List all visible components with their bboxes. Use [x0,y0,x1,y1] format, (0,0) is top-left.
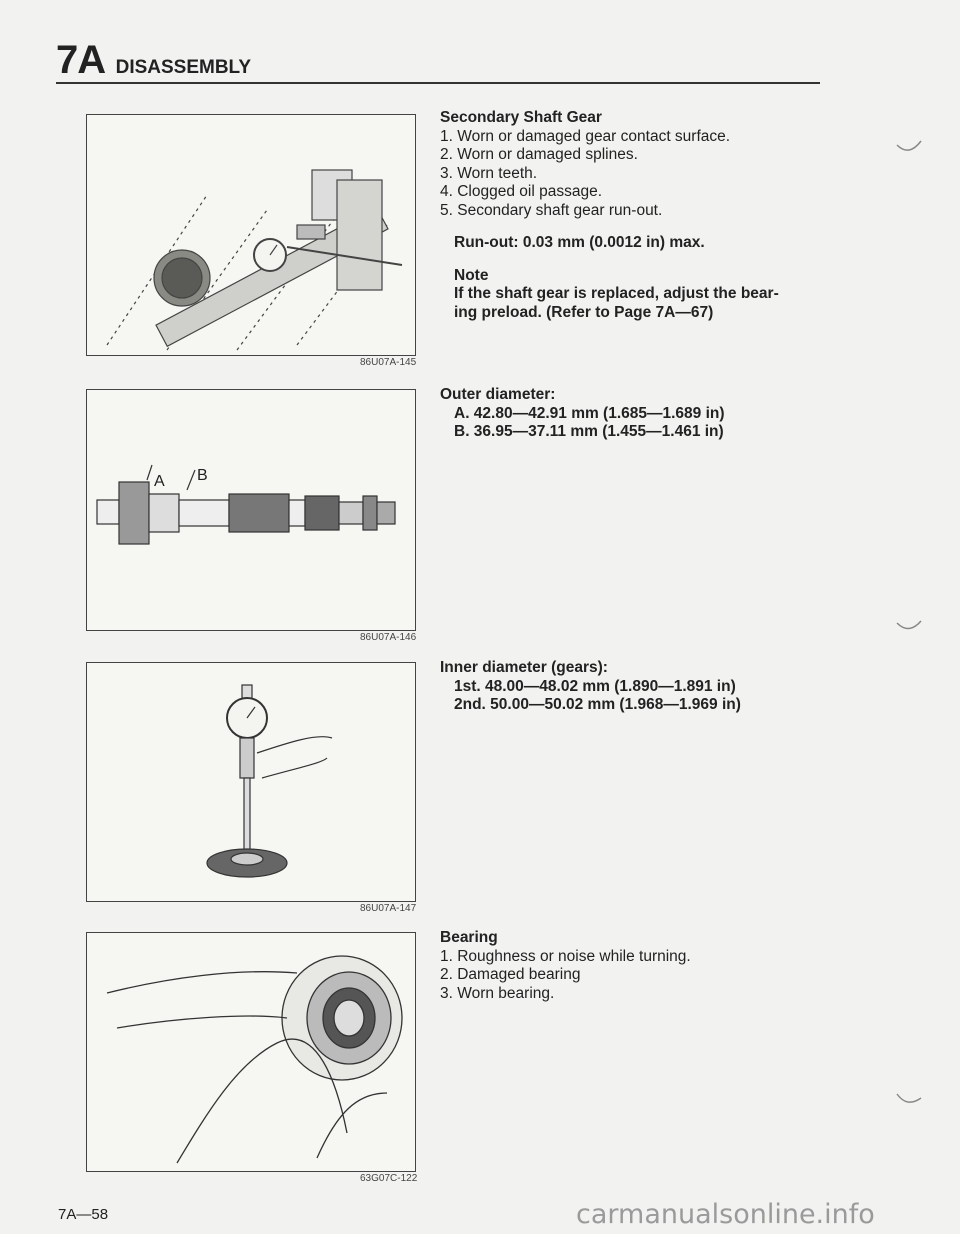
list-item: 2. Worn or damaged splines. [440,146,638,163]
spec-line: B. 36.95—37.11 mm (1.455—1.461 in) [454,423,724,440]
note-text: ing preload. (Refer to Page 7A—67) [454,303,714,321]
figure-code: 63G07C-122 [360,1173,418,1184]
margin-mark [895,135,925,157]
list-item: 1. Roughness or noise while turning. [440,947,691,965]
inner-diameter-block [440,659,741,715]
figure-code: 86U07A-147 [360,903,417,914]
bearing-block [440,929,691,1003]
figure-code: 86U07A-145 [360,357,417,368]
runout-spec: Run-out: 0.03 mm (0.0012 in) max. [454,234,705,251]
page-number: 7A—58 [58,1206,109,1223]
figure-runout [86,114,416,356]
section-heading: Secondary Shaft Gear [440,109,602,126]
label-b: B [197,467,208,484]
shaft-illustration [87,390,415,630]
section-heading: Bearing [440,929,498,946]
watermark: carmanualsonline.info [576,1199,875,1230]
outer-diameter-block [440,386,725,442]
figure-inner-diameter [86,662,416,902]
spec-line: 1st. 48.00—48.02 mm (1.890—1.891 in) [454,677,736,695]
section-heading: Inner diameter (gears): [440,659,608,676]
page-header [56,38,251,83]
list-item: 3. Worn bearing. [440,984,555,1002]
bore-gauge-illustration [87,663,415,901]
spec-line: 2nd. 50.00—50.02 mm (1.968—1.969 in) [454,696,741,713]
figure-bearing [86,932,416,1172]
figure-code: 86U07A-146 [360,632,417,643]
bearing-illustration [87,933,415,1171]
list-item: 3. Worn teeth. [440,164,538,182]
list-item: 5. Secondary shaft gear run-out. [440,201,663,219]
list-item: 2. Damaged bearing [440,966,581,983]
section-number: 7A [56,38,106,82]
figure-outer-diameter [86,389,416,631]
label-a: A [154,473,165,490]
margin-mark [895,615,925,637]
runout-illustration [87,115,415,355]
header-rule [56,82,820,84]
list-item: 1. Worn or damaged gear contact surface. [440,127,731,145]
spec-line: A. 42.80—42.91 mm (1.685—1.689 in) [454,404,725,422]
list-item: 4. Clogged oil passage. [440,183,603,200]
section-title: DISASSEMBLY [115,57,252,78]
note-heading: Note [454,266,489,284]
note-text: If the shaft gear is replaced, adjust the bear- [454,285,779,302]
section-heading: Outer diameter: [440,386,556,403]
secondary-shaft-gear-block [440,109,779,322]
margin-mark [895,1088,925,1110]
